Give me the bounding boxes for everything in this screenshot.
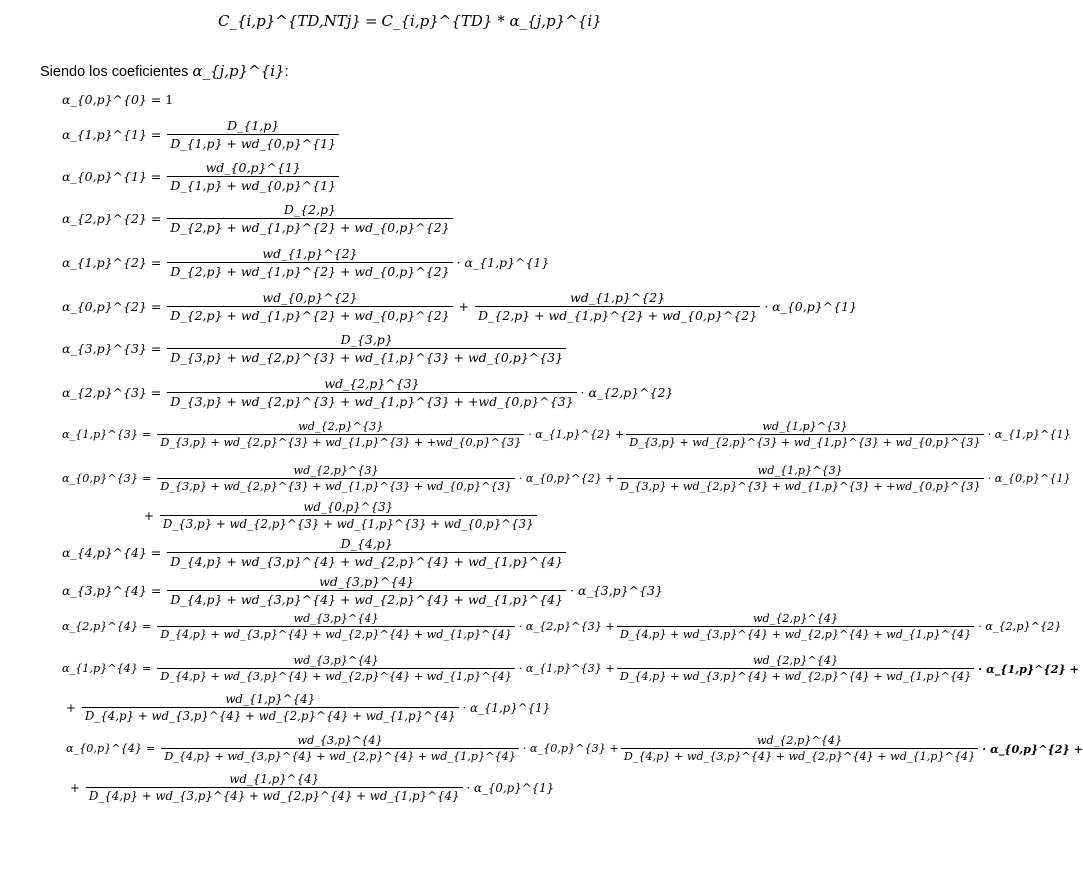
numerator: wd_{2,p}^{3} bbox=[298, 420, 384, 433]
factor: · α_{1,p}^{2} + bbox=[528, 428, 625, 441]
equation-row: α_{0,p}^{3} = $\frac{wd\_\{2,p\}\^{}\{3\}}{D\_\{3,p\} + wd\_\{2,p\}\^{}\{3\} + wd\_\{1,p\}\^{}\{3\} + wd\_\{0,p\}\^{}\{3\}}$ · α_{0,p}^{2} + $\frac{wd\_\{1,p\}\^{}\{3\}}{D\_\{3,p\} + wd\_\{2,p\}\^{}\{3\} + wd\_\{1,p\}\^{}\{3\} + +wd\_\{0,p\}\^{}\{3\}}$ · α_{0,p}^{1} bbox=[62, 464, 1071, 493]
equation-lhs: α_{3,p}^{3} bbox=[62, 341, 147, 356]
numerator: D_{4,p} bbox=[340, 536, 393, 551]
numerator: wd_{2,p}^{4} bbox=[752, 612, 839, 625]
equation-row bbox=[62, 692, 550, 723]
denominator: D_{4,p} + wd_{3,p}^{4} + wd_{2,p}^{4} + wd_{1,p}^{4} bbox=[167, 590, 566, 607]
fraction bbox=[157, 612, 514, 641]
denominator: D_{4,p} + wd_{3,p}^{4} + wd_{2,p}^{4} + wd_{1,p}^{4} bbox=[157, 668, 514, 683]
denominator: D_{3,p} + wd_{2,p}^{3} + wd_{1,p}^{3} + wd_{0,p}^{3} bbox=[160, 515, 537, 531]
numerator: wd_{2,p}^{4} bbox=[752, 654, 839, 667]
equation-lhs: α_{0,p}^{4} bbox=[66, 742, 142, 755]
equation-row: α_{3,p}^{3} = $\frac{D\_\{3,p\}}{D\_\{3,p\} + wd\_\{2,p\}\^{}\{3\} + wd\_\{1,p\}\^{}\{3\} + wd\_\{0,p\}\^{}\{3\}}$ bbox=[62, 332, 568, 365]
intro-colon: : bbox=[284, 64, 289, 80]
formula-equals: = bbox=[364, 12, 378, 30]
equation-row: α_{1,p}^{3} = $\frac{wd\_\{2,p\}\^{}\{3\}}{D\_\{3,p\} + wd\_\{2,p\}\^{}\{3\} + wd\_\{1,p\}\^{}\{3\} + +wd\_\{0,p\}\^{}\{3\}}$ · α_{1,p}^{2} + $\frac{wd\_\{1,p\}\^{}\{3\}}{D\_\{3,p\} + wd\_\{2,p\}\^{}\{3\} + wd\_\{1,p\}\^{}\{3\} + wd\_\{0,p\}\^{}\{3\}}$ · α_{1,p}^{1} bbox=[62, 420, 1071, 449]
fraction bbox=[82, 692, 459, 723]
numerator: D_{1,p} bbox=[227, 118, 280, 133]
equation-row: α_{0,p}^{2} = $\frac{wd\_\{0,p\}\^{}\{2\}}{D\_\{2,p\} + wd\_\{1,p\}\^{}\{2\} + wd\_\{0,p\}\^{}\{2\}}$ + $\frac{wd\_\{1,p\}\^{}\{2\}}{D\_\{2,p\} + wd\_\{1,p\}\^{}\{2\} + wd\_\{0,p\}\^{}\{2\}}$ · α_{0,p}^{1} bbox=[62, 290, 858, 323]
denominator: D_{4,p} + wd_{3,p}^{4} + wd_{2,p}^{4} + wd_{1,p}^{4} bbox=[82, 707, 459, 723]
equation-row bbox=[140, 500, 539, 531]
equation-row: α_{2,p}^{4} = $\frac{wd\_\{3,p\}\^{}\{4\}}{D\_\{4,p\} + wd\_\{3,p\}\^{}\{4\} + wd\_\{2,p\}\^{}\{4\} + wd\_\{1,p\}\^{}\{4\}}$ · α_{2,p}^{3} + $\frac{wd\_\{2,p\}\^{}\{4\}}{D\_\{4,p\} + wd\_\{3,p\}\^{}\{4\} + wd\_\{2,p\}\^{}\{4\} + wd\_\{1,p\}\^{}\{4\}}$ · α_{2,p}^{2} bbox=[62, 612, 1062, 641]
numerator: wd_{1,p}^{3} bbox=[757, 464, 843, 477]
equation-lhs: α_{2,p}^{4} bbox=[62, 620, 138, 633]
main-formula bbox=[218, 12, 602, 30]
denominator: D_{4,p} + wd_{3,p}^{4} + wd_{2,p}^{4} + wd_{1,p}^{4} bbox=[617, 668, 974, 683]
fraction bbox=[167, 246, 452, 279]
equation-row: α_{0,p}^{1} = $\frac{wd\_\{0,p\}\^{}\{1\}}{D\_\{1,p\} + wd\_\{0,p\}\^{}\{1\}}$ bbox=[62, 160, 341, 193]
equation-lhs: α_{2,p}^{2} bbox=[62, 211, 147, 226]
denominator: D_{3,p} + wd_{2,p}^{3} + wd_{1,p}^{3} + wd_{0,p}^{3} bbox=[157, 478, 514, 493]
equation-row: α_{1,p}^{2} = $\frac{wd\_\{1,p\}\^{}\{2\}}{D\_\{2,p\} + wd\_\{1,p\}\^{}\{2\} + wd\_\{0,p\}\^{}\{2\}}$ · α_{1,p}^{1} bbox=[62, 246, 550, 279]
fraction bbox=[167, 574, 566, 607]
intro-symbol: α_{j,p}^{i} bbox=[192, 62, 285, 80]
numerator: wd_{2,p}^{3} bbox=[293, 464, 379, 477]
fraction bbox=[617, 612, 974, 641]
fraction bbox=[617, 654, 974, 683]
factor: · α_{1,p}^{2} + bbox=[978, 661, 1079, 676]
plus-operator: + bbox=[70, 780, 80, 795]
denominator: D_{2,p} + wd_{1,p}^{2} + wd_{0,p}^{2} bbox=[167, 262, 452, 279]
factor: · α_{2,p}^{2} bbox=[978, 620, 1062, 633]
equation-lhs: α_{0,p}^{1} bbox=[62, 169, 147, 184]
fraction bbox=[167, 332, 566, 365]
equation-lhs: α_{0,p}^{2} bbox=[62, 299, 147, 314]
factor: · α_{0,p}^{3} + bbox=[522, 742, 619, 755]
equation-row: α_{0,p}^{4} = $\frac{wd\_\{3,p\}\^{}\{4\}}{D\_\{4,p\} + wd\_\{3,p\}\^{}\{4\} + wd\_\{2,p\}\^{}\{4\} + wd\_\{1,p\}\^{}\{4\}}$ · α_{0,p}^{3} + $\frac{wd\_\{2,p\}\^{}\{4\}}{D\_\{4,p\} + wd\_\{3,p\}\^{}\{4\} + wd\_\{2,p\}\^{}\{4\} + wd\_\{1,p\}\^{}\{4\}}$ · α_{0,p}^{2} + bbox=[66, 734, 1083, 763]
fraction bbox=[167, 376, 576, 409]
numerator: wd_{1,p}^{3} bbox=[762, 420, 848, 433]
denominator: D_{3,p} + wd_{2,p}^{3} + wd_{1,p}^{3} + +wd_{0,p}^{3} bbox=[617, 478, 984, 493]
factor: · α_{0,p}^{1} bbox=[466, 780, 555, 795]
numerator: wd_{1,p}^{4} bbox=[225, 692, 316, 706]
numerator: wd_{3,p}^{4} bbox=[297, 734, 383, 747]
plus-operator: + bbox=[144, 508, 154, 523]
denominator: D_{3,p} + wd_{2,p}^{3} + wd_{1,p}^{3} + wd_{0,p}^{3} bbox=[167, 348, 566, 365]
factor: · α_{1,p}^{3} + bbox=[518, 662, 615, 675]
fraction bbox=[161, 734, 518, 763]
equation-lhs: α_{1,p}^{2} bbox=[62, 255, 147, 270]
equation-row bbox=[62, 92, 177, 107]
denominator: D_{4,p} + wd_{3,p}^{4} + wd_{2,p}^{4} + wd_{1,p}^{4} bbox=[161, 748, 518, 763]
plus-operator: + bbox=[458, 299, 470, 314]
equation-row: α_{1,p}^{1} = $\frac{D\_\{1,p\}}{D\_\{1,p\} + wd\_\{0,p\}\^{}\{1\}}$ bbox=[62, 118, 341, 151]
formula-lhs: C_{i,p}^{TD,NTj} bbox=[218, 12, 361, 30]
equation-rhs: = 1 bbox=[150, 92, 174, 107]
denominator: D_{4,p} + wd_{3,p}^{4} + wd_{2,p}^{4} + wd_{1,p}^{4} bbox=[157, 626, 514, 641]
numerator: D_{3,p} bbox=[340, 332, 393, 347]
fraction bbox=[617, 464, 984, 493]
numerator: wd_{0,p}^{3} bbox=[303, 500, 394, 514]
numerator: wd_{3,p}^{4} bbox=[319, 574, 415, 589]
factor: · α_{2,p}^{3} + bbox=[518, 620, 615, 633]
fraction bbox=[475, 290, 760, 323]
fraction bbox=[157, 420, 524, 449]
numerator: wd_{2,p}^{3} bbox=[324, 376, 420, 391]
fraction bbox=[167, 536, 566, 569]
equation-lhs: α_{0,p}^{0} bbox=[62, 92, 147, 107]
factor: · α_{0,p}^{2} + bbox=[518, 472, 615, 485]
fraction bbox=[86, 772, 463, 803]
fraction bbox=[157, 654, 514, 683]
equation-lhs: α_{3,p}^{4} bbox=[62, 583, 147, 598]
equation-lhs: α_{1,p}^{4} bbox=[62, 662, 138, 675]
denominator: D_{1,p} + wd_{0,p}^{1} bbox=[167, 134, 339, 151]
intro-line bbox=[40, 62, 289, 80]
numerator: wd_{1,p}^{2} bbox=[570, 290, 666, 305]
formula-rhs: C_{i,p}^{TD} * α_{j,p}^{i} bbox=[381, 12, 602, 30]
factor: · α_{0,p}^{1} bbox=[764, 299, 858, 314]
denominator: D_{4,p} + wd_{3,p}^{4} + wd_{2,p}^{4} + wd_{1,p}^{4} bbox=[167, 552, 566, 569]
numerator: wd_{0,p}^{2} bbox=[262, 290, 358, 305]
equation-row: α_{1,p}^{4} = $\frac{wd\_\{3,p\}\^{}\{4\}}{D\_\{4,p\} + wd\_\{3,p\}\^{}\{4\} + wd\_\{2,p\}\^{}\{4\} + wd\_\{1,p\}\^{}\{4\}}$ · α_{1,p}^{3} + $\frac{wd\_\{2,p\}\^{}\{4\}}{D\_\{4,p\} + wd\_\{3,p\}\^{}\{4\} + wd\_\{2,p\}\^{}\{4\} + wd\_\{1,p\}\^{}\{4\}}$ · α_{1,p}^{2} + bbox=[62, 654, 1079, 683]
factor: · α_{0,p}^{2} + bbox=[982, 741, 1083, 756]
denominator: D_{4,p} + wd_{3,p}^{4} + wd_{2,p}^{4} + wd_{1,p}^{4} bbox=[86, 787, 463, 803]
factor: · α_{1,p}^{1} bbox=[456, 255, 550, 270]
denominator: D_{3,p} + wd_{2,p}^{3} + wd_{1,p}^{3} + wd_{0,p}^{3} bbox=[626, 434, 983, 449]
equation-lhs: α_{2,p}^{3} bbox=[62, 385, 147, 400]
numerator: wd_{2,p}^{4} bbox=[756, 734, 843, 747]
denominator: D_{3,p} + wd_{2,p}^{3} + wd_{1,p}^{3} + +wd_{0,p}^{3} bbox=[167, 392, 576, 409]
factor: · α_{3,p}^{3} bbox=[570, 583, 663, 598]
equation-lhs: α_{1,p}^{1} bbox=[62, 127, 147, 142]
equation-lhs: α_{4,p}^{4} bbox=[62, 545, 147, 560]
equation-row bbox=[66, 772, 554, 803]
factor: · α_{0,p}^{1} bbox=[987, 472, 1071, 485]
fraction bbox=[160, 500, 537, 531]
fraction bbox=[167, 290, 452, 323]
numerator: wd_{3,p}^{4} bbox=[293, 612, 379, 625]
equation-lhs: α_{1,p}^{3} bbox=[62, 428, 138, 441]
denominator: D_{2,p} + wd_{1,p}^{2} + wd_{0,p}^{2} bbox=[475, 306, 760, 323]
numerator: wd_{0,p}^{1} bbox=[205, 160, 301, 175]
plus-operator: + bbox=[66, 700, 76, 715]
fraction bbox=[157, 464, 514, 493]
equation-row: α_{2,p}^{3} = $\frac{wd\_\{2,p\}\^{}\{3\}}{D\_\{3,p\} + wd\_\{2,p\}\^{}\{3\} + wd\_\{1,p\}\^{}\{3\} + +wd\_\{0,p\}\^{}\{3\}}$ · α_{2,p}^{2} bbox=[62, 376, 674, 409]
numerator: wd_{1,p}^{2} bbox=[262, 246, 358, 261]
numerator: wd_{3,p}^{4} bbox=[293, 654, 379, 667]
factor: · α_{2,p}^{2} bbox=[580, 385, 674, 400]
denominator: D_{3,p} + wd_{2,p}^{3} + wd_{1,p}^{3} + +wd_{0,p}^{3} bbox=[157, 434, 524, 449]
fraction bbox=[167, 160, 339, 193]
denominator: D_{2,p} + wd_{1,p}^{2} + wd_{0,p}^{2} bbox=[167, 218, 452, 235]
fraction bbox=[167, 202, 452, 235]
denominator: D_{4,p} + wd_{3,p}^{4} + wd_{2,p}^{4} + wd_{1,p}^{4} bbox=[621, 748, 978, 763]
intro-text: Siendo los coeficientes bbox=[40, 64, 189, 80]
equation-row: α_{3,p}^{4} = $\frac{wd\_\{3,p\}\^{}\{4\}}{D\_\{4,p\} + wd\_\{3,p\}\^{}\{4\} + wd\_\{2,p\}\^{}\{4\} + wd\_\{1,p\}\^{}\{4\}}$ · α_{3,p}^{3} bbox=[62, 574, 663, 607]
denominator: D_{4,p} + wd_{3,p}^{4} + wd_{2,p}^{4} + wd_{1,p}^{4} bbox=[617, 626, 974, 641]
equation-row: α_{2,p}^{2} = $\frac{D\_\{2,p\}}{D\_\{2,p\} + wd\_\{1,p\}\^{}\{2\} + wd\_\{0,p\}\^{}\{2\}}$ bbox=[62, 202, 455, 235]
factor: · α_{1,p}^{1} bbox=[462, 700, 551, 715]
denominator: D_{2,p} + wd_{1,p}^{2} + wd_{0,p}^{2} bbox=[167, 306, 452, 323]
factor: · α_{1,p}^{1} bbox=[987, 428, 1071, 441]
numerator: D_{2,p} bbox=[283, 202, 336, 217]
denominator: D_{1,p} + wd_{0,p}^{1} bbox=[167, 176, 339, 193]
equation-row: α_{4,p}^{4} = $\frac{D\_\{4,p\}}{D\_\{4,p\} + wd\_\{3,p\}\^{}\{4\} + wd\_\{2,p\}\^{}\{4\} + wd\_\{1,p\}\^{}\{4\}}$ bbox=[62, 536, 568, 569]
fraction bbox=[167, 118, 339, 151]
numerator: wd_{1,p}^{4} bbox=[229, 772, 320, 786]
fraction bbox=[621, 734, 978, 763]
equation-lhs: α_{0,p}^{3} bbox=[62, 472, 138, 485]
fraction bbox=[626, 420, 983, 449]
